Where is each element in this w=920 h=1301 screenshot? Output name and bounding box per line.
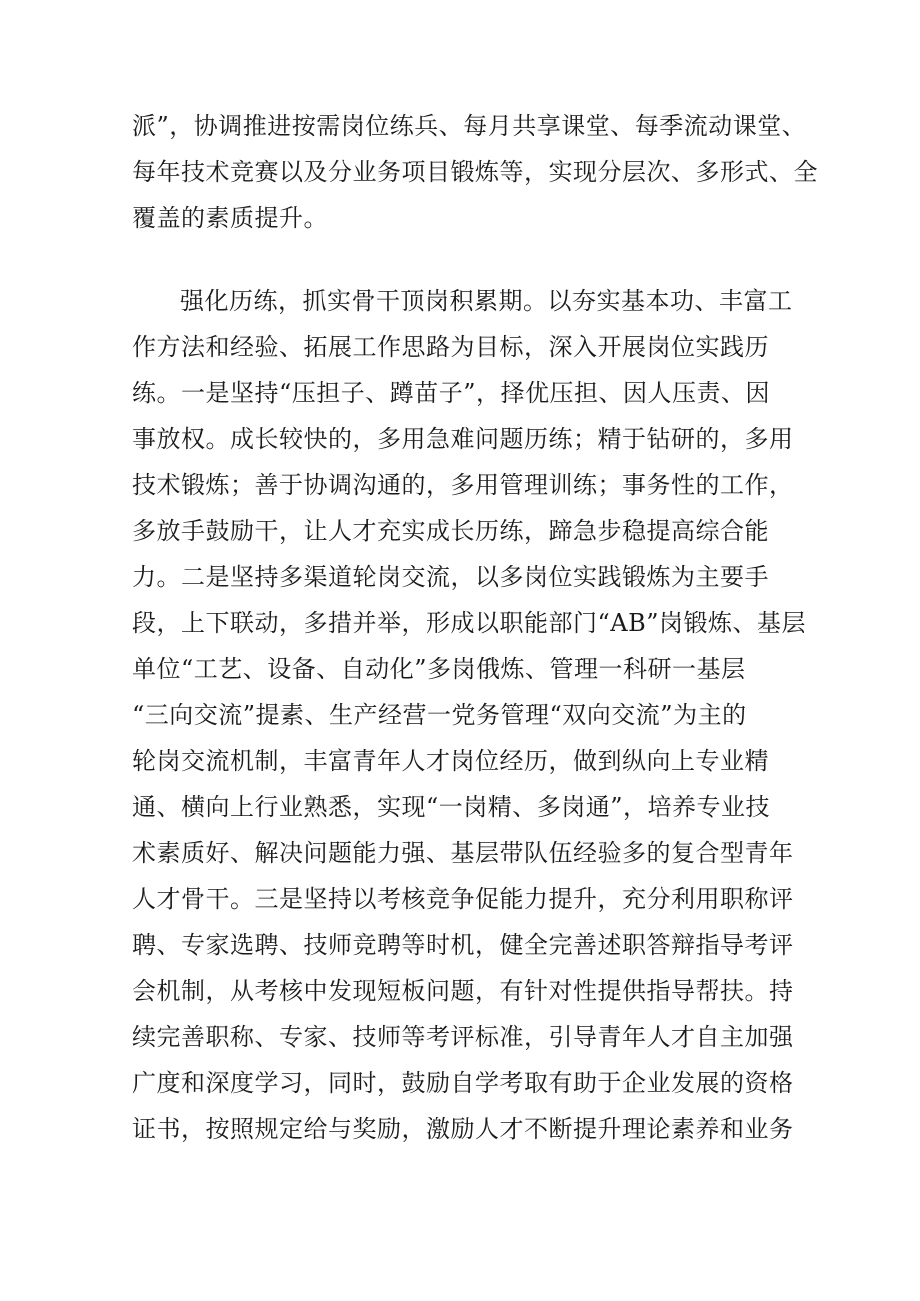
text-line: 证书，按照规定给与奖励，激励人才不断提升理论素养和业务 [132,1115,794,1143]
paragraph-gap [132,241,782,278]
text-line: 术素质好、解决问题能力强、基层带队伍经验多的复合型青年 [132,839,794,867]
paragraph-2 [132,278,807,1152]
text-line: “三向交流”提素、生产经营一党务管理“双向交流”为主的 [132,701,747,729]
text-line: 多放手鼓励干，让人才充实成长历练，蹄急步稳提高综合能 [132,517,769,545]
text-line: 作方法和经验、拓展工作思路为目标，深入开展岗位实践历 [132,333,769,361]
body-text [132,103,818,1152]
text-line: 广度和深度学习，同时，鼓励自学考取有助于企业发展的资格 [132,1069,794,1097]
text-line: 通、横向上行业熟悉，实现“一岗精、多岗通”，培养专业技 [132,793,771,821]
text-line: 续完善职称、专家、技师等考评标准，引导青年人才自主加强 [132,1023,794,1051]
text-line: 段，上下联动，多措并举，形成以职能部门“AB”岗锻炼、基层 [132,609,807,637]
text-line: 派”，协调推进按需岗位练兵、每月共享课堂、每季流动课堂、 [132,112,807,140]
text-line: 聘、专家选聘、技师竞聘等时机，健全完善述职答辩指导考评 [132,931,794,959]
text-line: 力。二是坚持多渠道轮岗交流，以多岗位实践锻炼为主要手 [132,563,769,591]
text-line: 练。一是坚持“压担子、蹲苗子”，择优压担、因人压责、因 [132,379,771,407]
text-line: 强化历练，抓实骨干顶岗积累期。以夯实基本功、丰富工 [180,287,793,315]
text-line: 事放权。成长较快的，多用急难问题历练；精于钻研的，多用 [132,425,794,453]
text-line: 单位“工艺、设备、自动化”多岗俄炼、管理一科研一基层 [132,655,746,683]
paragraph-1 [132,103,818,241]
text-line: 每年技术竞赛以及分业务项目锻炼等，实现分层次、多形式、全 [132,158,818,186]
text-line: 轮岗交流机制，丰富青年人才岗位经历，做到纵向上专业精 [132,747,769,775]
text-line: 技术锻炼；善于协调沟通的，多用管理训练；事务性的工作， [132,471,794,499]
text-line: 人才骨干。三是坚持以考核竞争促能力提升，充分利用职称评 [132,885,794,913]
text-line: 会机制，从考核中发现短板问题，有针对性提供指导帮扶。持 [132,977,794,1005]
text-line: 覆盖的素质提升。 [132,204,328,232]
